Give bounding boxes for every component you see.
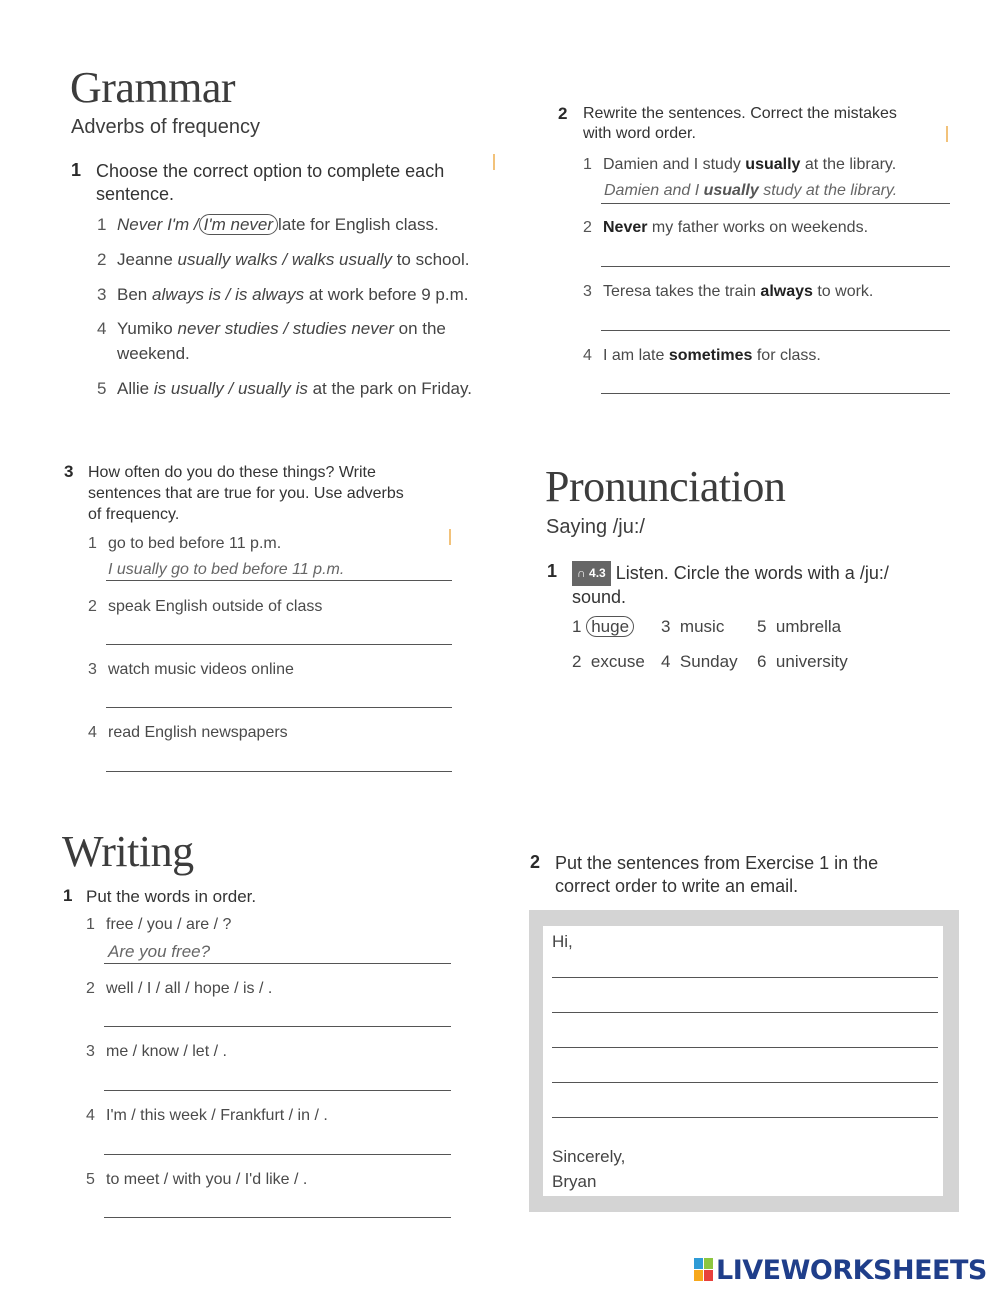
exercise-instruction: Put the sentences from Exercise 1 in the correct order to write an email.	[555, 853, 879, 896]
circled-answer: huge	[586, 616, 634, 637]
pronunciation-subtitle: Saying /ju:/	[546, 516, 645, 538]
answer-line[interactable]	[601, 266, 950, 267]
list-item: 2 Never my father works on weekends.	[583, 219, 869, 236]
list-item[interactable]: 1 Never I'm / I'm never late for English class.	[97, 215, 439, 234]
email-closing: Sincerely,	[552, 1147, 626, 1166]
exercise-instruction: ∩ 4.3 Listen. Circle the words with a /ju:/ sound.	[572, 563, 889, 607]
answer-text[interactable]: I usually go to bed before 11 p.m.	[108, 561, 345, 578]
exercise-instruction: Put the words in order.	[86, 887, 257, 906]
liveworksheets-logo: LIVEWORKSHEETS	[694, 1255, 987, 1286]
answer-line[interactable]	[601, 203, 950, 204]
list-item: 1 free / you / are / ?	[86, 916, 232, 933]
list-item[interactable]: 5 Allie is usually / usually is at the park on Friday.	[97, 379, 472, 398]
list-item: 5 to meet / with you / I'd like / .	[86, 1171, 308, 1188]
list-item[interactable]: 2 Jeanne usually walks / walks usually to school.	[97, 250, 470, 269]
exercise-number: 3	[64, 462, 74, 481]
list-item: 4 read English newspapers	[88, 724, 288, 741]
logo-icon	[694, 1258, 714, 1282]
writing-title: Writing	[62, 827, 194, 876]
exercise-instruction: Rewrite the sentences. Correct the mistakes with word order.	[583, 105, 897, 142]
answer-line[interactable]	[601, 393, 950, 394]
answer-line[interactable]	[601, 330, 950, 331]
marker-tick	[493, 154, 495, 170]
list-item: 1 go to bed before 11 p.m.	[88, 535, 282, 552]
word-option[interactable]: 5 umbrella	[757, 617, 842, 636]
exercise-instruction: Choose the correct option to complete each sentence.	[96, 161, 445, 204]
exercise-instruction: How often do you do these things? Write sentences that are true for you. Use adverbs of frequency.	[88, 464, 404, 523]
word-option[interactable]: 2 excuse	[572, 652, 645, 671]
list-item: 3 me / know / let / .	[86, 1043, 227, 1060]
marker-tick	[449, 529, 451, 545]
exercise-number: 1	[71, 160, 82, 180]
answer-line[interactable]	[104, 963, 451, 964]
list-item: 4 I am late sometimes for class.	[583, 347, 821, 364]
list-item: 3 watch music videos online	[88, 661, 294, 678]
list-item: 4 I'm / this week / Frankfurt / in / .	[86, 1107, 328, 1124]
word-option[interactable]: 6 university	[757, 652, 848, 671]
answer-line[interactable]	[104, 1026, 451, 1027]
email-line[interactable]	[552, 1117, 938, 1118]
answer-line[interactable]	[104, 1154, 451, 1155]
email-line[interactable]	[552, 1012, 938, 1013]
list-item[interactable]: 4 Yumiko never studies / studies never on the	[97, 319, 446, 338]
exercise-number: 2	[530, 852, 541, 872]
list-item: 2 speak English outside of class	[88, 598, 323, 615]
list-item: 1 Damien and I study usually at the library.	[583, 156, 897, 173]
email-line[interactable]	[552, 977, 938, 978]
answer-line[interactable]	[106, 707, 452, 708]
email-line[interactable]	[552, 1047, 938, 1048]
answer-text[interactable]: Damien and I usually study at the library.	[604, 182, 898, 199]
list-item: 3 Teresa takes the train always to work.	[583, 283, 874, 300]
answer-text[interactable]: Are you free?	[108, 942, 211, 961]
email-greeting: Hi,	[552, 932, 573, 951]
answer-line[interactable]	[104, 1090, 451, 1091]
word-option[interactable]: 3 music	[661, 617, 725, 636]
list-item-continuation: weekend.	[117, 344, 190, 363]
word-option[interactable]: 4 Sunday	[661, 652, 738, 671]
exercise-number: 2	[558, 104, 568, 123]
marker-tick	[946, 126, 948, 142]
list-item[interactable]: 3 Ben always is / is always at work before 9 p.m.	[97, 285, 469, 304]
list-item: 2 well / I / all / hope / is / .	[86, 980, 273, 997]
exercise-number: 1	[63, 886, 73, 905]
headphones-icon: ∩	[577, 566, 586, 580]
email-body	[543, 926, 943, 1196]
email-frame	[529, 910, 959, 1212]
pronunciation-title: Pronunciation	[545, 462, 786, 511]
email-signature: Bryan	[552, 1172, 597, 1191]
circled-answer: I'm never	[199, 214, 278, 235]
answer-line[interactable]	[106, 580, 452, 581]
answer-line[interactable]	[106, 771, 452, 772]
answer-line[interactable]	[106, 644, 452, 645]
email-line[interactable]	[552, 1082, 938, 1083]
exercise-number: 1	[547, 561, 558, 581]
audio-track-badge[interactable]: ∩ 4.3	[572, 561, 611, 586]
word-option[interactable]: 1 huge	[572, 617, 634, 637]
answer-line[interactable]	[104, 1217, 451, 1218]
grammar-subtitle: Adverbs of frequency	[71, 116, 260, 138]
grammar-title: Grammar	[70, 63, 236, 112]
